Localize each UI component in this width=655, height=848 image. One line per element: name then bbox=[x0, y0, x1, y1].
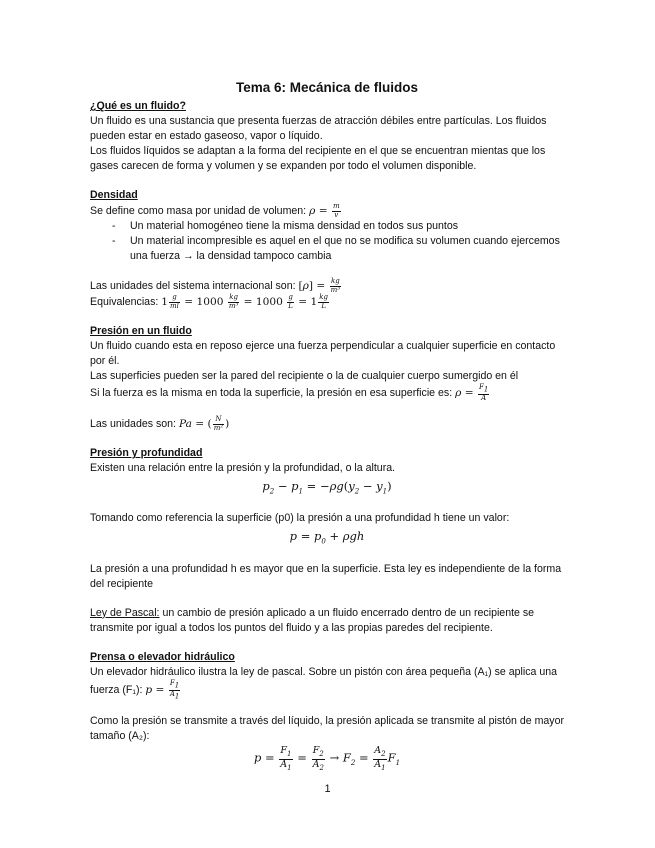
section-density bbox=[90, 188, 564, 310]
density-definition-text: Se define como masa por unidad de volumen: bbox=[90, 205, 307, 218]
hydraulic-press-formula: p = $\frac{F_1}{A_1}$ bbox=[145, 678, 180, 701]
section-what-is-fluid bbox=[90, 99, 564, 174]
paragraph-pressure-transmission: Como la presión se transmite a través del líquido, la presión aplicada se transmite al pistón de mayor tamaño (A₂): bbox=[90, 715, 565, 743]
list-item: - Un material incompresible es aquel en el que no se modifica su volumen cuando ejercemos una fuerza → la densidad tampoco cambia bbox=[90, 234, 564, 264]
section-heading-pressure: Presión en un fluido bbox=[90, 325, 192, 338]
document-page bbox=[90, 78, 564, 774]
pressure-definition bbox=[90, 384, 564, 402]
density-equivalences bbox=[90, 294, 564, 310]
section-heading-pressure-depth: Presión y profundidad bbox=[90, 447, 203, 460]
equation-pressure-difference: $p_2 - p_1 = -\rho g(y_2 - y_1)$ bbox=[262, 479, 392, 496]
section-heading-density: Densidad bbox=[90, 189, 138, 202]
density-equivalences-formula: 1 $\frac{g}{ml}$ = 1000 $\frac{kg}{\text{m³}}$ = 1000 $\frac{g}{L}$ = 1 $\frac{kg}{L}$ bbox=[161, 293, 329, 310]
page-title: Tema 6: Mecánica de fluidos bbox=[235, 80, 419, 95]
density-bullet-list bbox=[90, 219, 564, 264]
density-units-text: Las unidades del sistema internacional son: bbox=[90, 280, 296, 293]
paragraph-pressure-surfaces: Las superficies pueden ser la pared del recipiente o la de cualquier cuerpo sumergido en él bbox=[90, 370, 519, 383]
equation-pressure-depth: $p = p_0 + \rho gh$ bbox=[289, 529, 365, 546]
density-si-units bbox=[90, 278, 564, 294]
section-pressure-depth bbox=[90, 446, 564, 636]
paragraph-fluid-definition: Un fluido es una sustancia que presenta fuerzas de atracción débiles entre partículas. Los fluidos pueden estar en estado gaseoso, vapor o líquido. bbox=[90, 115, 547, 143]
section-heading-fluid: ¿Qué es un fluido? bbox=[90, 100, 186, 113]
list-item: - Un material homogéneo tiene la misma densidad en todos sus puntos bbox=[90, 219, 564, 234]
section-heading-hydraulic-press: Prensa o elevador hidráulico bbox=[90, 650, 235, 663]
density-formula: ρ = $\frac{m}{v}$ bbox=[309, 202, 340, 219]
paragraph-pressure-force: Un fluido cuando esta en reposo ejerce una fuerza perpendicular a cualquier superficie en contacto por él. bbox=[90, 340, 556, 368]
hydraulic-press-intro-text: Un elevador hidráulico ilustra la ley de pascal. Sobre un pistón con área pequeña (A₁) se aplica una fuerza (F₁): bbox=[90, 665, 558, 697]
density-units-formula: [ρ] = $\frac{kg}{\text{m³}}$ bbox=[298, 277, 341, 294]
pascal-law bbox=[90, 606, 564, 636]
pressure-formula: ρ = $\frac{F_1}{A}$ bbox=[455, 383, 489, 402]
section-hydraulic-press bbox=[90, 650, 564, 772]
pressure-units bbox=[90, 416, 564, 432]
paragraph-pressure-depth-relation: Existen una relación entre la presión y la profundidad, o la altura. bbox=[90, 462, 396, 475]
pressure-units-formula: Pa = ( $\frac{N}{\text{m²}}$ ) bbox=[178, 415, 230, 432]
hydraulic-press-intro bbox=[90, 665, 564, 701]
pascal-law-text: un cambio de presión aplicado a un fluido encerrado dentro de un recipiente se transmite por igual a todos los puntos del fluido y a las propias paredes del recipiente. bbox=[90, 606, 535, 634]
paragraph-fluid-liquids: Los fluidos líquidos se adaptan a la forma del recipiente en el que se encuentran mientas que los gases carecen de forma y volumen y se expanden por todo el volumen disponible. bbox=[90, 145, 546, 173]
page-number: 1 bbox=[324, 783, 331, 795]
pressure-definition-text: Si la fuerza es la misma en toda la superficie, la presión en esa superficie es: bbox=[90, 387, 453, 400]
paragraph-reference-surface: Tomando como referencia la superficie (p0) la presión a una profundidad h tiene un valor: bbox=[90, 512, 510, 525]
section-pressure bbox=[90, 324, 564, 432]
density-definition bbox=[90, 203, 564, 219]
paragraph-pressure-greater: La presión a una profundidad h es mayor que en la superficie. Esta ley es independiente de la forma del recipiente bbox=[90, 562, 562, 590]
pressure-units-text: Las unidades son: bbox=[90, 418, 176, 431]
density-equivalences-text: Equivalencias: bbox=[90, 296, 159, 309]
equation-hydraulic-press: p = $\frac{F_1}{A_1}$ = $\frac{F_2}{A_2}$ → $F_2$ = $\frac{A_2}{A_1}$ $F_1$ bbox=[253, 745, 401, 772]
pascal-law-label: Ley de Pascal: bbox=[90, 606, 160, 619]
